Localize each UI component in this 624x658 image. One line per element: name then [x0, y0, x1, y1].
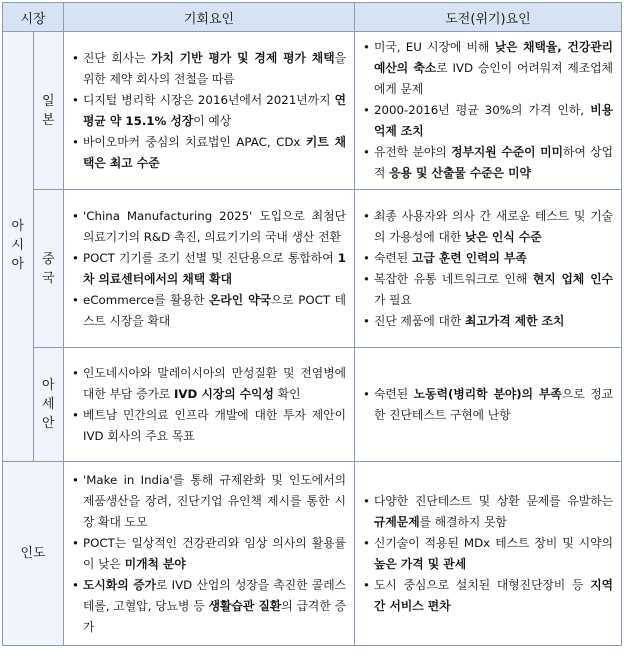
bullet-item: [72, 90, 346, 132]
header-market: 시장: [3, 3, 64, 32]
bold-text: 응용 및 산출물 수준은 미약: [389, 166, 531, 180]
bullet-item: [363, 37, 613, 100]
text-segment: 베트남 민간의료 인프라 개발에 대한 투자 제안이 IVD 회사의 주요 목표: [83, 407, 346, 443]
bullet-item: [72, 470, 346, 533]
market-table: [2, 2, 622, 646]
text-segment: 하여 상업적: [374, 145, 613, 180]
row-india: [3, 462, 622, 646]
bold-text: 생활습관 질환: [208, 598, 282, 613]
bullet-item: [363, 142, 613, 184]
text-segment: 으로 POCT 테스트 시장을 확대: [83, 292, 347, 328]
bullet-list: [72, 363, 346, 447]
bold-text: 온라인 약국: [208, 292, 271, 307]
bold-text: 미개척 분야: [124, 556, 186, 571]
bullet-item: [72, 48, 346, 90]
opportunity-cell: [64, 32, 355, 190]
region-asia: [3, 32, 34, 462]
row-china: [3, 190, 622, 348]
bullet-item: [363, 384, 613, 426]
header-challenge: 도전(위기)요인: [355, 3, 622, 32]
text-segment: 'Make in India'를 통해 규제완화 및 인도에서의 제품생산을 장려, 진단기업 유인책 제시를 통한 시장 확대 도모: [83, 472, 346, 529]
text-segment: 미국, EU 시장에 비해: [374, 40, 495, 54]
text-segment: 확인: [273, 386, 301, 401]
text-segment: 바이오마커 중심의 치료법인 APAC, CDx: [83, 134, 306, 149]
bullet-item: [363, 533, 613, 575]
subregion-label: 아 세 안: [41, 378, 55, 431]
challenge-cell: [355, 348, 622, 462]
subregion-label: 중 국: [41, 251, 55, 286]
subregion-label: 일 본: [41, 93, 55, 128]
bold-text: 낮은 인식 수준: [465, 229, 542, 244]
bullet-list: [72, 206, 346, 332]
bullet-item: [72, 405, 346, 447]
text-segment: 가 필요: [374, 292, 412, 307]
text-segment: eCommerce를 활용한: [83, 292, 209, 307]
subregion-japan: [33, 32, 64, 190]
bullet-list: [72, 48, 346, 174]
row-japan: [3, 32, 622, 190]
bullet-item: [363, 206, 613, 248]
subregion-asean: [33, 348, 64, 462]
bullet-list: [72, 470, 346, 638]
opportunity-cell: [64, 190, 355, 348]
opportunity-cell: [64, 462, 355, 646]
bold-text: 현지 업체 인수: [532, 271, 614, 286]
bold-text: IVD 시장의 수익성: [174, 386, 274, 401]
region-india: 인도: [3, 462, 64, 646]
text-segment: 으로 정교한 진단테스트 구현에 난항: [374, 386, 614, 422]
bullet-item: [72, 290, 346, 332]
text-segment: 2000-2016년 평균 30%의 가격 인하,: [374, 103, 591, 117]
bullet-item: [363, 100, 613, 142]
bullet-item: [363, 575, 613, 617]
bold-text: 가치 기반 평가 및 경제 평가 채택: [151, 50, 335, 65]
challenge-cell: [355, 462, 622, 646]
bullet-list: [363, 206, 613, 332]
row-asean: [3, 348, 622, 462]
bold-text: 1차 의료센터에서의 채택 확대: [83, 250, 346, 286]
header-row: [3, 3, 622, 32]
text-segment: 을 위한 제약 회사의 전철을 따름: [83, 50, 346, 86]
text-segment: 디지털 병리학 시장은 2016년에서 2021년까지: [83, 92, 335, 107]
bullet-item: [72, 206, 346, 248]
text-segment: 도시 중심으로 설치된 대형진단장비 등: [374, 577, 591, 592]
subregion-china: [33, 190, 64, 348]
opportunity-cell: [64, 348, 355, 462]
challenge-cell: [355, 32, 622, 190]
bullet-item: [72, 132, 346, 174]
text-segment: 로 IVD 산업의 성장을 촉진한 콜레스테롤, 고혈압, 당뇨병 등: [83, 577, 347, 613]
text-segment: 숙련된: [374, 386, 414, 401]
bold-text: 지역 간 서비스 편차: [374, 577, 613, 613]
text-segment: 신기술이 적용된 MDx 테스트 장비 및 시약의: [374, 535, 613, 550]
text-segment: 의 급격한 증가: [83, 598, 347, 634]
text-segment: 로 IVD 승인이 어려워져 제조업체에게 문제: [374, 61, 613, 96]
region-asia-label: 아 시 아: [11, 219, 25, 272]
bullet-item: [72, 533, 346, 575]
text-segment: 인도네시아와 말레이시아의 만성질환 및 전염병에 대한 부담 증가로: [83, 365, 346, 401]
bold-text: 고급 훈련 인력의 부족: [411, 250, 527, 265]
bold-text: 비용 억제 조치: [374, 103, 613, 138]
bold-text: 높은 가격 및 관세: [374, 556, 467, 571]
bold-text: 연평균 약 15.1% 성장: [83, 92, 346, 128]
bold-text: 최고가격 제한 조치: [465, 313, 565, 328]
bold-text: 규제문제: [374, 514, 420, 529]
bullet-item: [363, 269, 613, 311]
text-segment: POCT는 일상적인 건강관리와 임상 의사의 활용률이 낮은: [83, 535, 346, 571]
bullet-item: [72, 248, 346, 290]
text-segment: POCT 기기를 조기 선별 및 진단용으로 통합하여: [83, 250, 338, 265]
bullet-list: [363, 384, 613, 426]
bullet-item: [363, 491, 613, 533]
bold-text: 도시화의 증가: [83, 577, 156, 592]
text-segment: 진단 제품에 대한: [374, 313, 466, 328]
text-segment: 최종 사용자와 의사 간 새로운 테스트 및 기술의 가용성에 대한: [374, 208, 613, 244]
bullet-list: [363, 37, 613, 184]
header-opportunity: 기회요인: [64, 3, 355, 32]
text-segment: 다양한 진단테스트 및 상환 문제를 유발하는: [374, 493, 613, 508]
bullet-item: [72, 363, 346, 405]
bullet-list: [363, 491, 613, 617]
bold-text: 정부지원 수준이 미미: [451, 145, 564, 159]
text-segment: 숙련된: [374, 250, 412, 265]
bullet-item: [363, 248, 613, 269]
challenge-cell: [355, 190, 622, 348]
bold-text: 키트 채택은 최고 수준: [83, 134, 346, 170]
bullet-item: [72, 575, 346, 638]
text-segment: 이 예상: [193, 113, 232, 128]
text-segment: 'China Manufacturing 2025' 도입으로 최첨단 의료기기의 R&D 촉진, 의료기기의 국내 생산 전환: [83, 208, 346, 244]
bold-text: 노동력(병리학 분야)의 부족: [413, 386, 562, 401]
text-segment: 를 해결하지 못함: [419, 514, 507, 529]
text-segment: 진단 회사는: [83, 50, 152, 65]
text-segment: 복잡한 유통 네트워크로 인해: [374, 271, 533, 286]
bold-text: 낮은 채택율, 건강관리 예산의 축소: [374, 40, 614, 75]
text-segment: 유전학 분야의: [374, 145, 452, 159]
bullet-item: [363, 311, 613, 332]
